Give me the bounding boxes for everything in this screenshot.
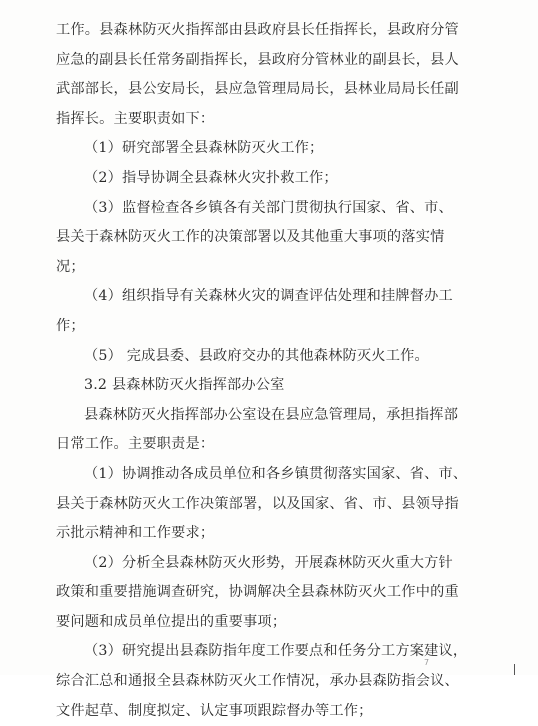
- paragraph-line: 县森林防灭火指挥部办公室设在县应急管理局，承担指挥部: [84, 406, 459, 423]
- list-item-line: （2）指导协调全县森林火灾扑救工作；: [84, 169, 338, 186]
- section-heading: 3.2 县森林防灭火指挥部办公室: [84, 377, 285, 394]
- text-line: 综合汇总和通报全县森林防灭火工作情况，承办县森防指会议、: [56, 673, 459, 690]
- text-line: 应急的副县长任常务副指挥长，县政府分管林业的副县长，县人: [56, 51, 459, 68]
- list-item-line: （1）协调推动各成员单位和各乡镇贯彻落实国家、省、市、: [84, 465, 468, 482]
- list-item-line: （4）组织指导有关森林火灾的调查评估处理和挂牌督办工: [84, 288, 453, 305]
- text-line: 要问题和成员单位提出的重要事项；: [56, 613, 287, 630]
- text-line: 示批示精神和工作要求；: [56, 525, 215, 542]
- text-line: 文件起草、制度拟定、认定事项跟踪督办等工作；: [56, 702, 373, 719]
- text-line: 武部部长，县公安局长，县应急管理局局长，县林业局局长任副: [56, 81, 459, 98]
- list-item-line: （1）研究部署全县森林防灭火工作；: [84, 140, 324, 157]
- text-line: 政策和重要措施调查研究，协调解决全县森林防灭火工作中的重: [56, 584, 459, 601]
- scan-edge-mark: [514, 664, 515, 675]
- list-item-line: （3）监督检查各乡镇各有关部门贯彻执行国家、省、市、: [84, 199, 453, 216]
- text-line: 况；: [56, 258, 85, 275]
- document-body: [56, 16, 476, 726]
- text-line: 县关于森林防灭火工作决策部署，以及国家、省、市、县领导指: [56, 495, 459, 512]
- list-item-line: （5） 完成县委、县政府交办的其他森林防灭火工作。: [84, 347, 429, 364]
- text-line: 工作。县森林防灭火指挥部由县政府县长任指挥长，县政府分管: [56, 22, 459, 38]
- text-line: 县关于森林防灭火工作的决策部署以及其他重大事项的落实情: [56, 229, 445, 246]
- text-line: 指挥长。主要职责如下：: [56, 110, 215, 127]
- text-line: 作；: [56, 317, 85, 334]
- list-item-line: （3）研究提出县森防指年度工作要点和任务分工方案建议，: [84, 643, 468, 660]
- page-number: 7: [424, 658, 430, 667]
- list-item-line: （2）分析全县森林防灭火形势，开展森林防灭火重大方针: [84, 554, 453, 571]
- text-line: 日常工作。主要职责是：: [56, 436, 215, 453]
